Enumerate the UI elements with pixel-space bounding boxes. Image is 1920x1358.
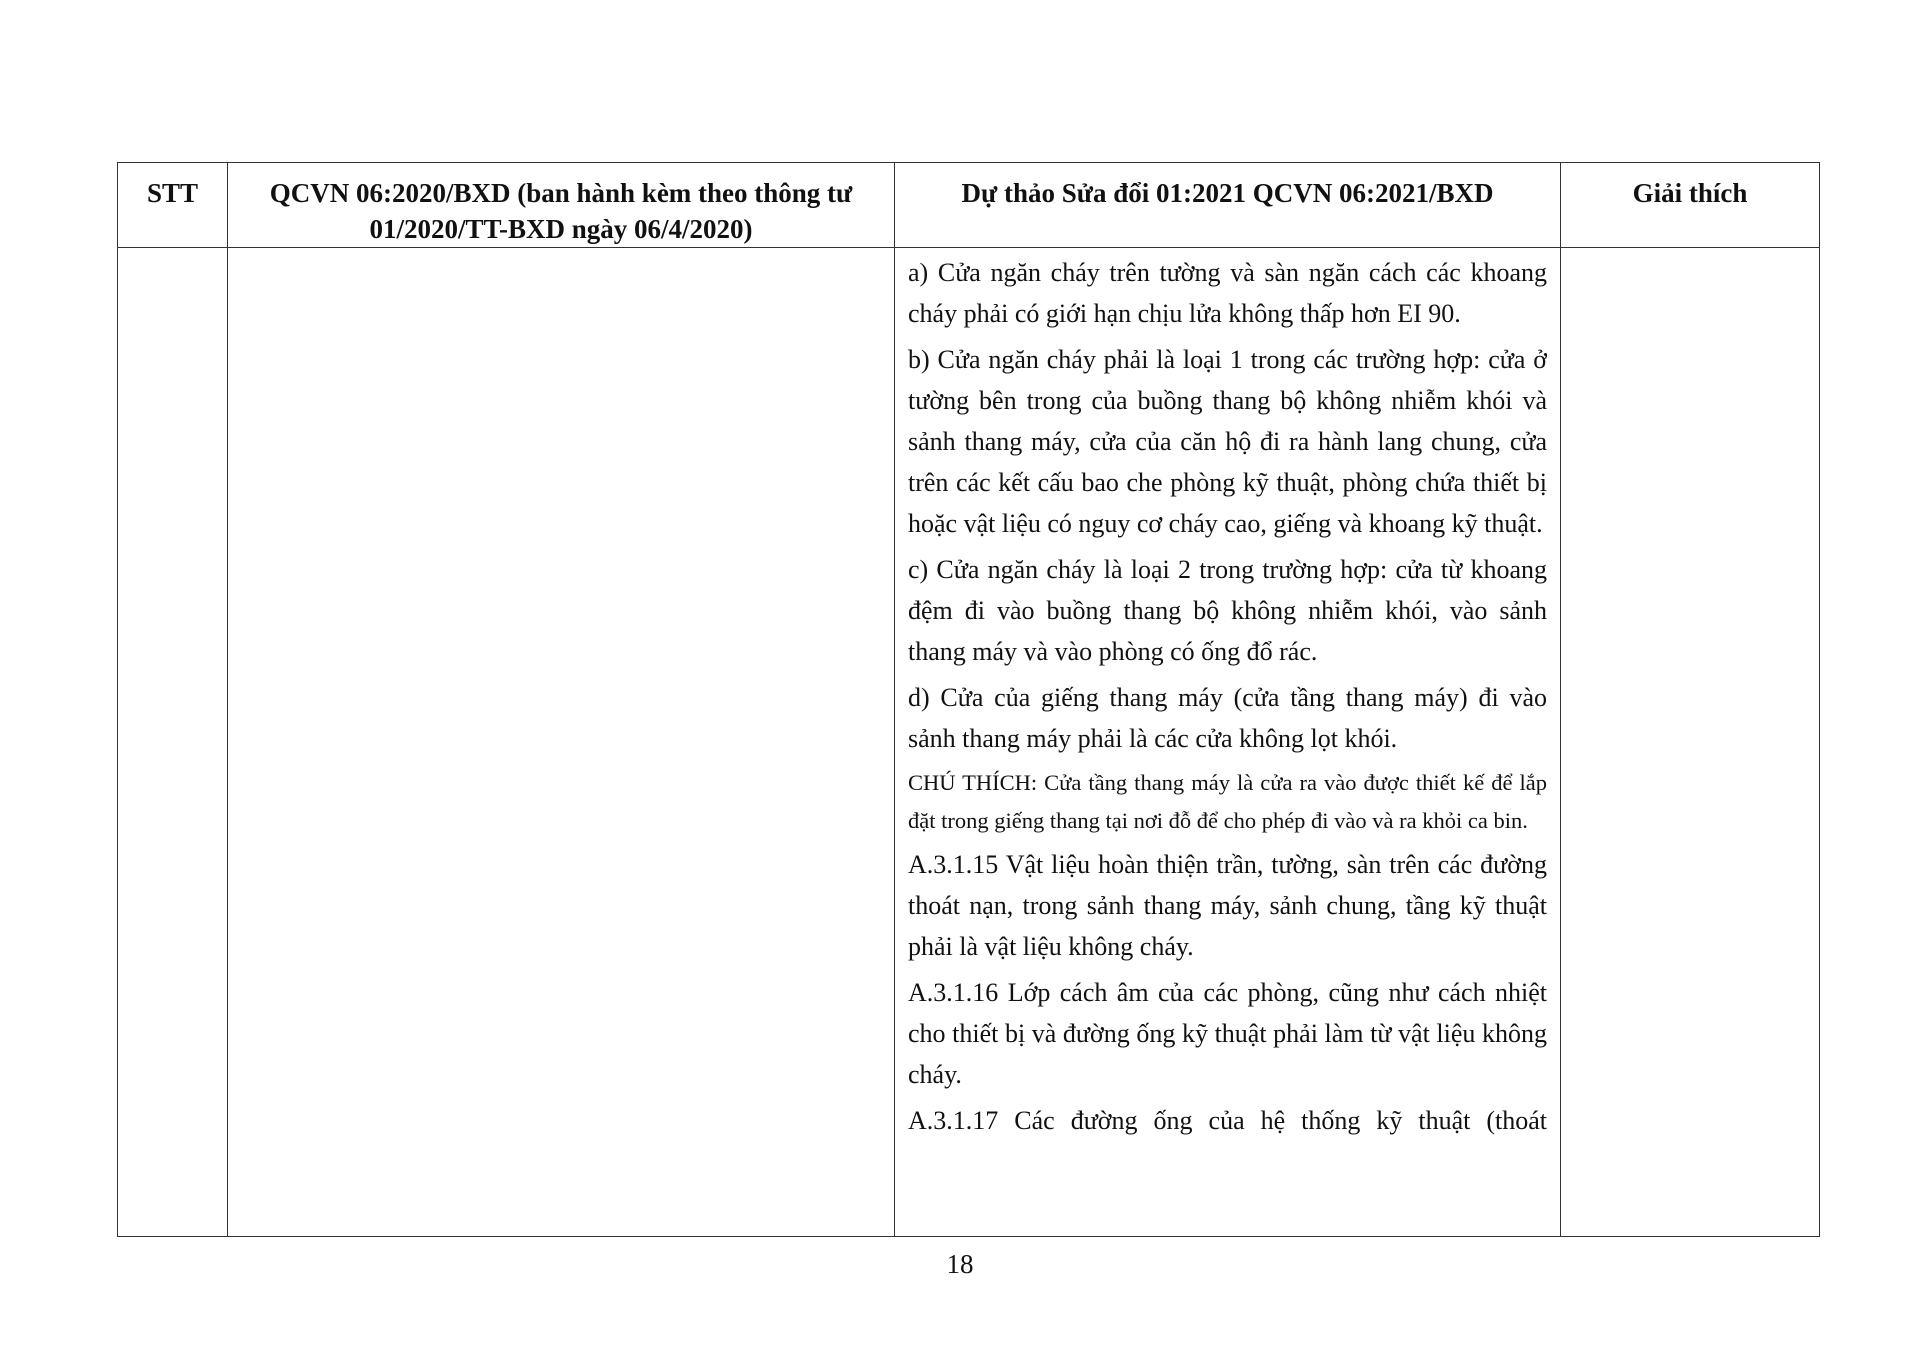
draft-paragraph-c: c) Cửa ngăn cháy là loại 2 trong trường hợp: cửa từ khoang đệm đi vào buồng thang bộ không nhiễm khói, vào sảnh thang máy và vào phòng có ống đổ rác. bbox=[908, 555, 1547, 666]
draft-paragraph-b: b) Cửa ngăn cháy phải là loại 1 trong các trường hợp: cửa ở tường bên trong của buồng thang bộ không nhiễm khói và sảnh thang máy, cửa của căn hộ đi ra hành lang chung, cửa trên các kết cấu bao che phòng kỹ thuật, phòng chứa thiết bị hoặc vật liệu có nguy cơ cháy cao, giếng và khoang kỹ thuật. bbox=[908, 345, 1547, 538]
page-number: 18 bbox=[946, 1249, 974, 1279]
draft-paragraph-d: d) Cửa của giếng thang máy (cửa tầng thang máy) đi vào sảnh thang máy phải là các cửa không lọt khói. bbox=[908, 683, 1547, 753]
header-qcvn-2020: QCVN 06:2020/BXD (ban hành kèm theo thông tư 01/2020/TT-BXD ngày 06/4/2020) bbox=[228, 163, 895, 248]
header-stt: STT bbox=[118, 163, 228, 248]
draft-content bbox=[908, 252, 1547, 1236]
cell-qcvn-2020 bbox=[228, 248, 895, 1237]
cell-explanation bbox=[1561, 248, 1820, 1237]
draft-paragraph-a: a) Cửa ngăn cháy trên tường và sàn ngăn cách các khoang cháy phải có giới hạn chịu lửa không thấp hơn EI 90. bbox=[908, 258, 1547, 328]
cell-stt bbox=[118, 248, 228, 1237]
table-row bbox=[118, 248, 1820, 1237]
cell-draft-2021 bbox=[895, 248, 1561, 1237]
header-draft-2021: Dự thảo Sửa đổi 01:2021 QCVN 06:2021/BXD bbox=[895, 163, 1561, 248]
clause-a-3-1-16: A.3.1.16 Lớp cách âm của các phòng, cũng như cách nhiệt cho thiết bị và đường ống kỹ thuật phải làm từ vật liệu không cháy. bbox=[908, 978, 1547, 1089]
clause-a-3-1-15: A.3.1.15 Vật liệu hoàn thiện trần, tường, sàn trên các đường thoát nạn, trong sảnh thang máy, sảnh chung, tầng kỹ thuật phải là vật liệu không cháy. bbox=[908, 850, 1547, 961]
draft-note: CHÚ THÍCH: Cửa tầng thang máy là cửa ra vào được thiết kế để lắp đặt trong giếng thang tại nơi đỗ để cho phép đi vào và ra khỏi ca bin. bbox=[908, 770, 1547, 833]
clause-a-3-1-17: A.3.1.17 Các đường ống của hệ thống kỹ thuật (thoát bbox=[908, 1106, 1547, 1135]
comparison-table bbox=[117, 162, 1820, 1237]
header-explanation: Giải thích bbox=[1561, 163, 1820, 248]
table-header-row bbox=[118, 163, 1820, 248]
